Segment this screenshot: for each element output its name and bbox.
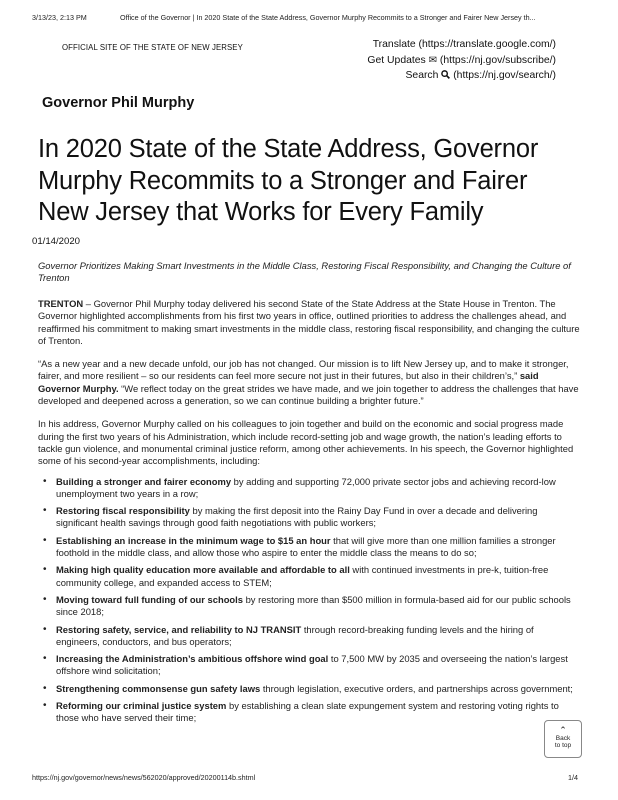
back-to-top-line2: to top (554, 742, 572, 749)
print-url: https://nj.gov/governor/news/news/562020/approved/20200114b.shtml (32, 773, 256, 782)
print-header (32, 13, 598, 22)
list-item-text: that will give more than one million families a stronger foothold in the middle class, and allow those who aspire to enter the middle class the means to do so; (56, 534, 556, 559)
list-item-lead: Making high quality education more available and affordable to all (56, 564, 350, 576)
magnifier-icon (441, 70, 450, 79)
list-item (38, 535, 580, 560)
list-item-text: with continued investments in pre-k, tuition-free community college, and expanded access to STEM; (56, 564, 549, 588)
paragraph-3: In his address, Governor Murphy called on his colleagues to join together and build on the economic and social progress made during the first two years of his Administration, which include record-setting job and wage growth, the nation’s leading efforts to tackle gun violence, and monumental criminal justice reform, among other achievements. In his speech, the Governor highlighted some of his second-year accomplishments, including: (38, 418, 574, 467)
top-links (367, 37, 556, 84)
list-item-lead: Moving toward full funding of our schools (56, 593, 243, 605)
list-item (38, 505, 580, 530)
publish-date: 01/14/2020 (32, 236, 81, 247)
subtitle: Governor Prioritizes Making Smart Investments in the Middle Class, Restoring Fiscal Responsibility, and Changing the Culture of Trenton (38, 260, 571, 284)
quote-part-2: “We reflect today on the great strides we have made, and we join together to address the challenges that have developed and deepened across a generation, so we can continue building a brighter future.” (38, 382, 579, 407)
envelope-icon: ✉ (428, 54, 438, 66)
get-updates-url: (https://nj.gov/subscribe/) (439, 54, 556, 66)
bullet-icon: • (43, 534, 47, 546)
list-item (38, 564, 580, 589)
accomplishments-list (38, 476, 580, 725)
list-item (38, 653, 580, 678)
get-updates-label: Get Updates (367, 54, 426, 66)
quote-part-1: “As a new year and a new decade unfold, our job has not changed. Our mission is to lift New Jersey up, and to make it stronger, fairer, and more resilient – so our residents can feel more secure not just in their futures, but also in their children’s,” (38, 358, 569, 382)
list-item-text: through record-breaking funding levels and the hiring of engineers, conductors, and bus operators; (56, 623, 534, 647)
back-to-top-line1: Back (555, 734, 571, 742)
list-item-text: by adding and supporting 72,000 private sector jobs and achieving record-low unemployment two years in a row; (56, 475, 556, 499)
bullet-icon: • (43, 700, 47, 712)
governor-name[interactable]: Governor Phil Murphy (42, 95, 195, 111)
bullet-icon: • (43, 564, 47, 576)
search-label: Search (405, 70, 439, 81)
page-title: In 2020 State of the State Address, Governor Murphy Recommits to a Stronger and Fairer New Jersey that Works for Every Family (38, 135, 539, 226)
dateline: TRENTON (38, 298, 84, 309)
bullet-icon: • (43, 623, 47, 635)
bullet-icon: • (43, 593, 47, 605)
translate-link[interactable]: Translate (https://translate.google.com/) (372, 39, 556, 50)
list-item (38, 624, 580, 649)
back-to-top-button[interactable] (544, 720, 582, 758)
search-url: (https://nj.gov/search/) (453, 70, 556, 81)
list-item-lead: Reforming our criminal justice system (56, 700, 227, 712)
print-footer (32, 773, 578, 782)
list-item-text: by restoring more than $500 million in formula-based aid for our public schools since 2018; (56, 593, 571, 618)
paragraph-1-text: – Governor Phil Murphy today delivered his second State of the State Address at the State House in Trenton. The Governor highlighted accomplishments from his first two years in office, outlined priorities to address the challenges ahead, and reaffirmed his commitment to making smart investments in the middle class, restoring fiscal responsibility, and changing the culture of Trenton. (38, 298, 580, 346)
list-item-text: by establishing a clean slate expungement system and restoring voting rights to those who have served their time; (56, 700, 559, 724)
list-item (38, 700, 580, 725)
print-datetime: 3/13/23, 2:13 PM (32, 13, 87, 22)
paragraph-1 (38, 298, 580, 347)
list-item-lead: Restoring safety, service, and reliability to NJ TRANSIT (56, 623, 302, 635)
article-body (38, 298, 580, 730)
list-item-lead: Establishing an increase in the minimum wage to $15 an hour (56, 534, 331, 546)
quote-attribution: said Governor Murphy. (38, 370, 539, 394)
get-updates-link[interactable] (367, 53, 556, 69)
list-item (38, 683, 580, 695)
list-item-lead: Building a stronger and fairer economy (56, 475, 232, 487)
page-number: 1/4 (568, 773, 578, 782)
print-page-title: Office of the Governor | In 2020 State of the State Address, Governor Murphy Recommits to a Stronger and Fairer New Jersey th... (120, 13, 536, 22)
bullet-icon: • (43, 475, 47, 487)
list-item-lead: Strengthening commonsense gun safety laws (56, 682, 261, 694)
list-item (38, 476, 580, 501)
paragraph-2 (38, 358, 580, 407)
search-link[interactable] (367, 68, 556, 84)
list-item-lead: Restoring fiscal responsibility (56, 505, 190, 517)
arrow-up-icon: ⌃ (559, 725, 567, 735)
list-item-text: by making the first deposit into the Rainy Day Fund in over a decade and delivering significant health savings through good faith negotiations with public workers; (56, 505, 538, 529)
bullet-icon: • (43, 653, 47, 665)
list-item-lead: Increasing the Administration’s ambitious offshore wind goal (56, 653, 329, 665)
list-item (38, 594, 580, 619)
official-site-banner: OFFICIAL SITE OF THE STATE OF NEW JERSEY (62, 43, 243, 52)
list-item-text: through legislation, executive orders, and partnerships across government; (260, 682, 573, 694)
bullet-icon: • (43, 682, 47, 694)
list-item-text: to 7,500 MW by 2035 and overseeing the nation’s largest offshore wind solicitation; (56, 653, 568, 677)
bullet-icon: • (43, 505, 47, 517)
